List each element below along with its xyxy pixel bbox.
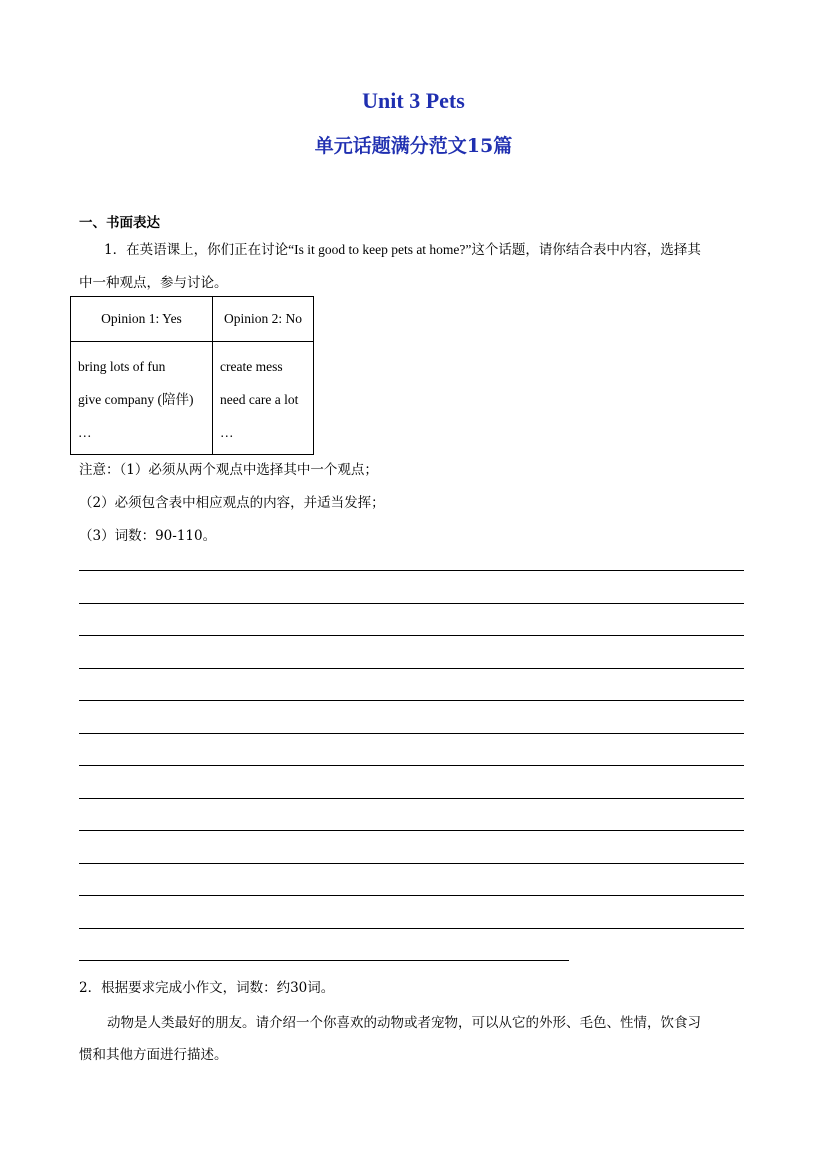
q1-prompt-text: 1．在英语课上，你们正在讨论 xyxy=(104,242,289,258)
q1-topic-quote: “Is it good to keep pets at home?” xyxy=(288,242,472,257)
q2-prompt-line1: 2．根据要求完成小作文，词数：约30词。 xyxy=(79,980,335,996)
opinion-table xyxy=(70,296,314,455)
q1-prompt-line1 xyxy=(104,238,701,258)
q2-prompt-line2: 动物是人类最好的朋友。请介绍一个你喜欢的动物或者宠物，可以从它的外形、毛色、性情，饮食习 xyxy=(107,1015,701,1031)
opinion1-point: give company (陪伴) xyxy=(78,392,194,407)
writing-line[interactable] xyxy=(79,863,744,864)
opinion1-point: bring lots of fun xyxy=(78,359,166,374)
writing-line[interactable] xyxy=(79,960,569,961)
table-cell-opinion1 xyxy=(71,342,213,455)
writing-line[interactable] xyxy=(79,603,744,604)
writing-line[interactable] xyxy=(79,895,744,896)
opinion1-point: … xyxy=(78,425,92,440)
page-title: Unit 3 Pets xyxy=(362,88,465,113)
table-cell-opinion2 xyxy=(213,342,314,455)
writing-line[interactable] xyxy=(79,765,744,766)
q1-prompt-line2: 中一种观点，参与讨论。 xyxy=(79,275,228,291)
q2-prompt-line3: 惯和其他方面进行描述。 xyxy=(79,1047,228,1063)
writing-line[interactable] xyxy=(79,928,744,929)
table-header-opinion2: Opinion 2: No xyxy=(213,297,314,342)
writing-line[interactable] xyxy=(79,830,744,831)
writing-line[interactable] xyxy=(79,733,744,734)
writing-line[interactable] xyxy=(79,635,744,636)
writing-line[interactable] xyxy=(79,798,744,799)
page-subtitle: 单元话题满分范文15篇 xyxy=(314,135,513,157)
opinion2-point: need care a lot xyxy=(220,392,299,407)
opinion2-point: create mess xyxy=(220,359,283,374)
opinion2-point: … xyxy=(220,425,234,440)
note-line: 注意：（1）必须从两个观点中选择其中一个观点； xyxy=(79,462,378,478)
section-heading: 一、书面表达 xyxy=(79,215,160,231)
writing-line[interactable] xyxy=(79,570,744,571)
q1-prompt-text-end: 这个话题，请你结合表中内容，选择其 xyxy=(471,242,701,258)
note-line: （3）词数：90-110。 xyxy=(79,528,217,544)
writing-line[interactable] xyxy=(79,668,744,669)
writing-line[interactable] xyxy=(79,700,744,701)
table-header-opinion1: Opinion 1: Yes xyxy=(71,297,213,342)
note-line: （2）必须包含表中相应观点的内容，并适当发挥； xyxy=(79,495,385,511)
